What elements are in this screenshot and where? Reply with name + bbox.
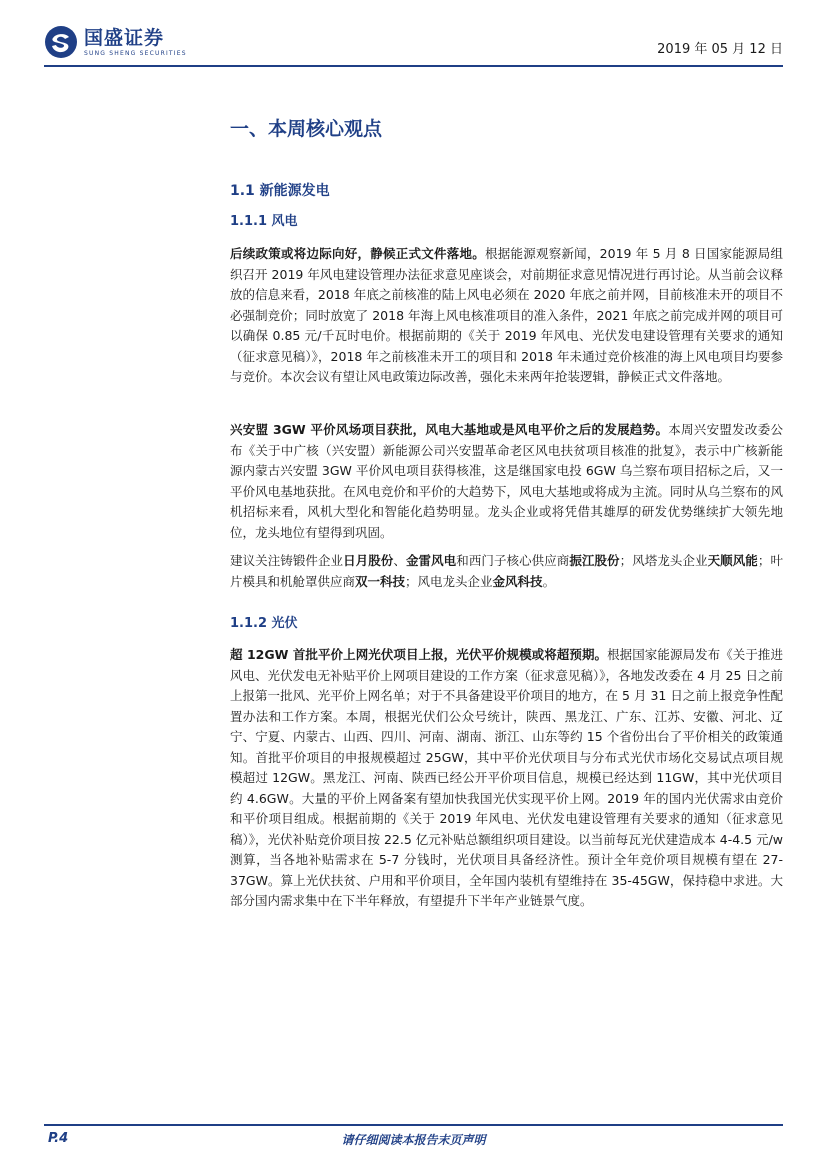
logo-mark-icon [44, 25, 78, 59]
header-divider [44, 65, 783, 67]
xinganmeng-paragraph [230, 420, 783, 543]
photovoltaic-paragraph [230, 645, 783, 912]
paragraph-body: 本周兴安盟发改委公布《关于中广核（兴安盟）新能源公司兴安盟革命老区风电扶贫项目核准的批复》，表示中广核新能源内蒙古兴安盟 3GW 平价风电项目获得核准，这是继国家电投 6GW 乌兰察布项目招标之后，又一平价风电基地获批。在风电竞价和平价的大趋势下，风电大基地或将成为主流。同时从乌兰察布的风机招标来看，风机大型化和智能化趋势明显。龙头企业或将凭借其雄厚的研发优势继续扩大领先地位，龙头地位有望得到巩固。 [230, 422, 783, 540]
subsection-heading: 1.1 新能源发电 [230, 183, 330, 199]
photovoltaic-heading: 1.1.2 光伏 [230, 616, 298, 631]
company-logo [44, 22, 187, 62]
stock-name: 双一科技 [355, 573, 406, 589]
text: 建议关注铸锻件企业 [230, 553, 344, 568]
stock-name: 振江股份 [569, 553, 620, 568]
paragraph-body: 根据国家能源局发布《关于推进风电、光伏发电无补贴平价上网项目建设的工作方案（征求意见稿）》，各地发改委在 4 月 25 日之前上报第一批风、光平价上网名单；对于不具备建设平价项目的地方，在 5 月 31 日之前上报竞争性配置办法和工作方案。本周，根据光伏们公众号统计，陕西、黑龙江、广东、江苏、安徽、河北、辽宁、宁夏、内蒙古、山西、四川、河南、湖南、浙江、山东等约 15 个省份出台了平价相关的政策通知。首批平价项目的申报规模超过 25GW，其中平价光伏项目与分布式光伏市场化交易试点项目规模超过 12GW。黑龙江、河南、陕西已经公开平价项目信息，规模已经达到 11GW，其中光伏项目约 4.6GW。大量的平价上网备案有望加快我国光伏实现平价上网。2019 年的国内光伏需求由竞价和平价项目组成。根据前期的《关于 2019 年风电、光伏发电建设管理有关要求的通知（征求意见稿）》，光伏补贴竞价项目按 22.5 亿元补贴总额组织项目建设。以当前每瓦光伏建造成本 4-4.5 元/w 测算，当各地补贴需求在 5-7 分钱时，光伏项目具备经济性。预计全年竞价项目规模有望在 27-37GW。算上光伏扶贫、户用和平价项目，全年国内装机有望维持在 35-45GW，保持稳中求进。大部分国内需求集中在下半年释放，有望提升下半年产业链景气度。 [230, 647, 784, 908]
paragraph-lead: 超 12GW 首批平价上网光伏项目上报，光伏平价规模或将超预期。 [230, 647, 608, 662]
footer-divider [44, 1124, 783, 1126]
wind-power-heading: 1.1.1 风电 [230, 214, 298, 229]
stock-name: 金风科技 [492, 573, 543, 589]
paragraph-lead: 后续政策或将边际向好，静候正式文件落地。 [230, 246, 485, 261]
page-header [44, 22, 783, 62]
stock-name: 金雷风电 [405, 553, 457, 568]
text: ；风塔龙头企业 [619, 553, 708, 568]
logo-chinese-name: 国盛证券 [84, 26, 165, 49]
text: 。 [542, 573, 556, 589]
paragraph-body: 根据能源观察新闻，2019 年 5 月 8 日国家能源局组织召开 2019 年风电建设管理办法征求意见座谈会，对前期征求意见情况进行再讨论。从当前会议释放的信息来看，2018 年底之前核准的陆上风电必须在 2020 年底之前并网，目前核准未开的项目不必强制竞价；同时放宽了 2018 年海上风电核准项目的准入条件，2021 年底之前完成并网的项目可以确保 0.85 元/千瓦时电价。根据前期的《关于 2019 年风电、光伏发电建设管理有关要求的通知（征求意见稿）》，2018 年之前核准未开工的项目和 2018 年未通过竞价核准的海上风电项目均要参与竞价。本次会议有望让风电政策边际改善，强化未来两年抢装逻辑，静候正式文件落地。 [230, 246, 783, 384]
footer-disclaimer: 请仔细阅读本报告末页声明 [341, 1133, 486, 1147]
recommendation-paragraph [230, 551, 783, 592]
wind-policy-paragraph [230, 244, 783, 388]
page-number: P.4 [48, 1131, 69, 1146]
text: ；叶片模具和机舱罩供应商 [230, 553, 783, 589]
text: ；风电龙头企业 [405, 573, 493, 589]
logo-english-name: SUNG SHENG SECURITIES [84, 49, 187, 57]
report-date: 2019 年 05 月 12 日 [657, 42, 783, 57]
text: 和西门子核心供应商 [456, 553, 570, 568]
stock-name: 天顺风能 [707, 553, 758, 568]
text: 、 [393, 553, 406, 568]
stock-name: 日月股份 [343, 553, 394, 568]
section-heading: 一、本周核心观点 [230, 118, 383, 140]
paragraph-lead: 兴安盟 3GW 平价风场项目获批，风电大基地或是风电平价之后的发展趋势。 [230, 422, 669, 437]
